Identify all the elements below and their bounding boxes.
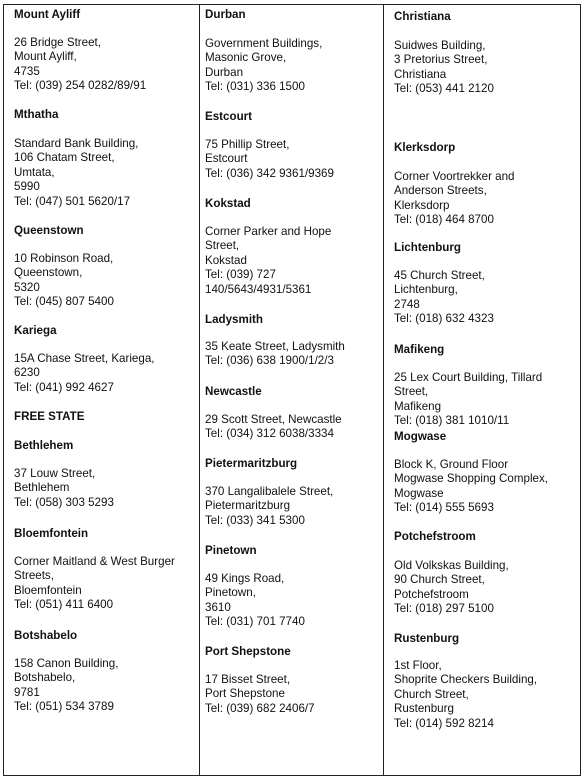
address-line: 1st Floor, <box>394 659 442 672</box>
table-bottom-border <box>3 775 581 776</box>
office-entry <box>394 141 584 227</box>
address-line: Church Street, <box>394 687 469 701</box>
office-address <box>14 352 155 395</box>
office-entry <box>205 110 395 180</box>
office-address <box>394 371 542 429</box>
address-line: 106 Chatam Street, <box>14 151 115 165</box>
office-address <box>14 467 114 510</box>
address-line: 49 Kings Road, <box>205 572 285 585</box>
address-line: 9781 <box>14 685 40 699</box>
address-line: Botshabelo, <box>14 671 76 685</box>
address-line: Corner Parker and Hope <box>205 225 332 238</box>
address-line: 2748 <box>394 297 420 311</box>
address-line: Estcourt <box>205 152 248 166</box>
office-entry <box>205 645 395 715</box>
office-address <box>205 572 305 630</box>
office-entry <box>14 108 204 208</box>
phone-line: Tel: (041) 992 4627 <box>14 380 114 394</box>
office-name: Port Shepstone <box>205 645 291 658</box>
office-address <box>394 269 494 327</box>
office-name: Mount Ayliff <box>14 8 81 21</box>
office-name: Mthatha <box>14 108 59 121</box>
office-entry <box>205 385 395 441</box>
phone-line: Tel: (058) 303 5293 <box>14 495 114 509</box>
address-line: Mafikeng <box>394 399 442 413</box>
office-entry <box>394 632 584 730</box>
phone-line: Tel: (031) 701 7740 <box>205 615 305 629</box>
office-name: Durban <box>205 8 246 21</box>
address-line: 3 Pretorius Street, <box>394 53 488 67</box>
address-line: 37 Louw Street, <box>14 467 96 480</box>
office-name: Kokstad <box>205 197 251 210</box>
office-name: Queenstown <box>14 224 84 237</box>
office-address <box>14 555 175 613</box>
phone-line: Tel: (018) 632 4323 <box>394 312 494 326</box>
office-name: Christiana <box>394 10 451 23</box>
office-entry <box>205 197 395 296</box>
address-line: Lichtenburg, <box>394 283 458 297</box>
phone-line: Tel: (039) 682 2406/7 <box>205 701 315 715</box>
phone-line: Tel: (034) 312 6038/3334 <box>205 427 334 441</box>
address-line: 5990 <box>14 180 40 194</box>
phone-line: Tel: (033) 341 5300 <box>205 513 305 527</box>
office-address <box>14 252 114 310</box>
office-entry <box>14 8 204 93</box>
office-entry <box>205 8 395 94</box>
office-entry <box>394 530 584 616</box>
address-line: Shoprite Checkers Building, <box>394 673 538 687</box>
address-line: Street, <box>394 385 429 399</box>
address-line: 45 Church Street, <box>394 269 485 282</box>
address-line: Street, <box>205 239 240 253</box>
address-line: Pietermaritzburg <box>205 499 291 513</box>
office-name: Bethlehem <box>14 439 74 452</box>
address-line: Pinetown, <box>205 586 256 600</box>
province-heading-entry <box>14 410 204 424</box>
table-top-border <box>3 4 581 5</box>
office-address <box>394 39 494 97</box>
address-line: 17 Bisset Street, <box>205 673 291 686</box>
office-name: Mafikeng <box>394 343 445 356</box>
address-line: Standard Bank Building, <box>14 137 139 150</box>
office-address <box>394 458 548 516</box>
phone-line: Tel: (018) 297 5100 <box>394 602 494 616</box>
office-name: Lichtenburg <box>394 241 461 254</box>
office-address <box>394 559 509 617</box>
address-line: 29 Scott Street, Newcastle <box>205 413 342 426</box>
phone-line: Tel: (018) 381 1010/11 <box>394 414 510 428</box>
address-line: Anderson Streets, <box>394 184 487 198</box>
address-line: Rustenburg <box>394 702 454 716</box>
address-line: Old Volkskas Building, <box>394 559 509 572</box>
address-line: 10 Robinson Road, <box>14 252 114 265</box>
office-entry <box>14 439 204 509</box>
office-entry <box>205 313 395 368</box>
office-address <box>205 340 345 369</box>
office-entry <box>14 527 204 612</box>
office-entry <box>394 241 584 326</box>
phone-line: Tel: (051) 411 6400 <box>14 598 114 612</box>
office-entry <box>205 457 395 527</box>
table-left-border <box>3 4 4 775</box>
phone-line: Tel: (039) 254 0282/89/91 <box>14 79 147 93</box>
address-line: Umtata, <box>14 165 55 179</box>
office-entry <box>14 324 204 394</box>
office-address <box>205 673 315 716</box>
address-line: Kokstad <box>205 253 247 267</box>
address-line: Christiana <box>394 67 447 81</box>
office-name: Estcourt <box>205 110 253 123</box>
address-line: 158 Canon Building, <box>14 657 119 670</box>
office-entry <box>394 10 584 96</box>
address-line: Potchefstroom <box>394 587 469 601</box>
address-line: 15A Chase Street, Kariega, <box>14 352 155 365</box>
address-line: Corner Voortrekker and <box>394 170 515 183</box>
phone-line: Tel: (045) 807 5400 <box>14 295 114 309</box>
phone-line: Tel: (014) 592 8214 <box>394 716 494 730</box>
address-line: Corner Maitland & West Burger <box>14 555 175 568</box>
address-line: 140/5643/4931/5361 <box>205 282 312 296</box>
table-right-border <box>580 4 581 775</box>
phone-line: Tel: (053) 441 2120 <box>394 82 494 96</box>
office-address <box>205 485 333 528</box>
office-name: Bloemfontein <box>14 527 89 540</box>
office-entry <box>205 544 395 629</box>
address-line: Government Buildings, <box>205 37 323 50</box>
address-line: Klerksdorp <box>394 198 450 212</box>
office-name: Botshabelo <box>14 629 78 642</box>
province-heading: FREE STATE <box>14 410 85 423</box>
office-entry <box>14 629 204 714</box>
address-line: 26 Bridge Street, <box>14 36 102 49</box>
office-name: Pinetown <box>205 544 257 557</box>
office-address <box>205 225 331 297</box>
office-name: Potchefstroom <box>394 530 476 543</box>
address-line: 25 Lex Court Building, Tillard <box>394 371 543 384</box>
address-line: Queenstown, <box>14 266 83 280</box>
phone-line: Tel: (039) 727 <box>205 268 276 282</box>
address-line: Mogwase <box>394 486 444 500</box>
address-line: 75 Phillip Street, <box>205 138 290 151</box>
phone-line: Tel: (051) 534 3789 <box>14 700 114 714</box>
office-address <box>205 138 334 181</box>
office-address <box>205 413 342 442</box>
address-line: Streets, <box>14 569 54 583</box>
phone-line: Tel: (031) 336 1500 <box>205 80 305 94</box>
phone-line: Tel: (014) 555 5693 <box>394 501 494 515</box>
phone-line: Tel: (047) 501 5620/17 <box>14 194 131 208</box>
office-name: Mogwase <box>394 430 447 443</box>
office-address <box>14 657 118 715</box>
office-name: Newcastle <box>205 385 262 398</box>
phone-line: Tel: (036) 342 9361/9369 <box>205 166 334 180</box>
address-line: 4735 <box>14 64 40 78</box>
office-name: Rustenburg <box>394 632 460 645</box>
office-address <box>14 137 138 209</box>
address-line: Mogwase Shopping Complex, <box>394 472 549 486</box>
phone-line: Tel: (018) 464 8700 <box>394 213 494 227</box>
address-line: 90 Church Street, <box>394 573 485 587</box>
address-line: 3610 <box>205 600 231 614</box>
office-name: Ladysmith <box>205 313 263 326</box>
office-entry <box>14 224 204 309</box>
address-line: Bethlehem <box>14 481 70 495</box>
address-line: Port Shepstone <box>205 687 285 701</box>
office-name: Pietermaritzburg <box>205 457 298 470</box>
address-line: Suidwes Building, <box>394 39 486 52</box>
office-address <box>394 170 515 228</box>
address-line: 6230 <box>14 366 40 380</box>
address-line: 5320 <box>14 280 40 294</box>
address-line: 35 Keate Street, Ladysmith <box>205 340 345 353</box>
address-line: 370 Langalibalele Street, <box>205 485 334 498</box>
office-name: Klerksdorp <box>394 141 456 154</box>
address-line: Masonic Grove, <box>205 51 287 65</box>
address-line: Block K, Ground Floor <box>394 458 509 471</box>
office-entry <box>394 343 584 443</box>
address-line: Durban <box>205 65 244 79</box>
address-line: Mount Ayliff, <box>14 50 77 64</box>
office-address <box>394 659 537 731</box>
office-name: Kariega <box>14 324 57 337</box>
address-line: Bloemfontein <box>14 583 82 597</box>
office-address <box>205 37 322 95</box>
phone-line: Tel: (036) 638 1900/1/2/3 <box>205 354 334 368</box>
office-address <box>14 36 146 94</box>
